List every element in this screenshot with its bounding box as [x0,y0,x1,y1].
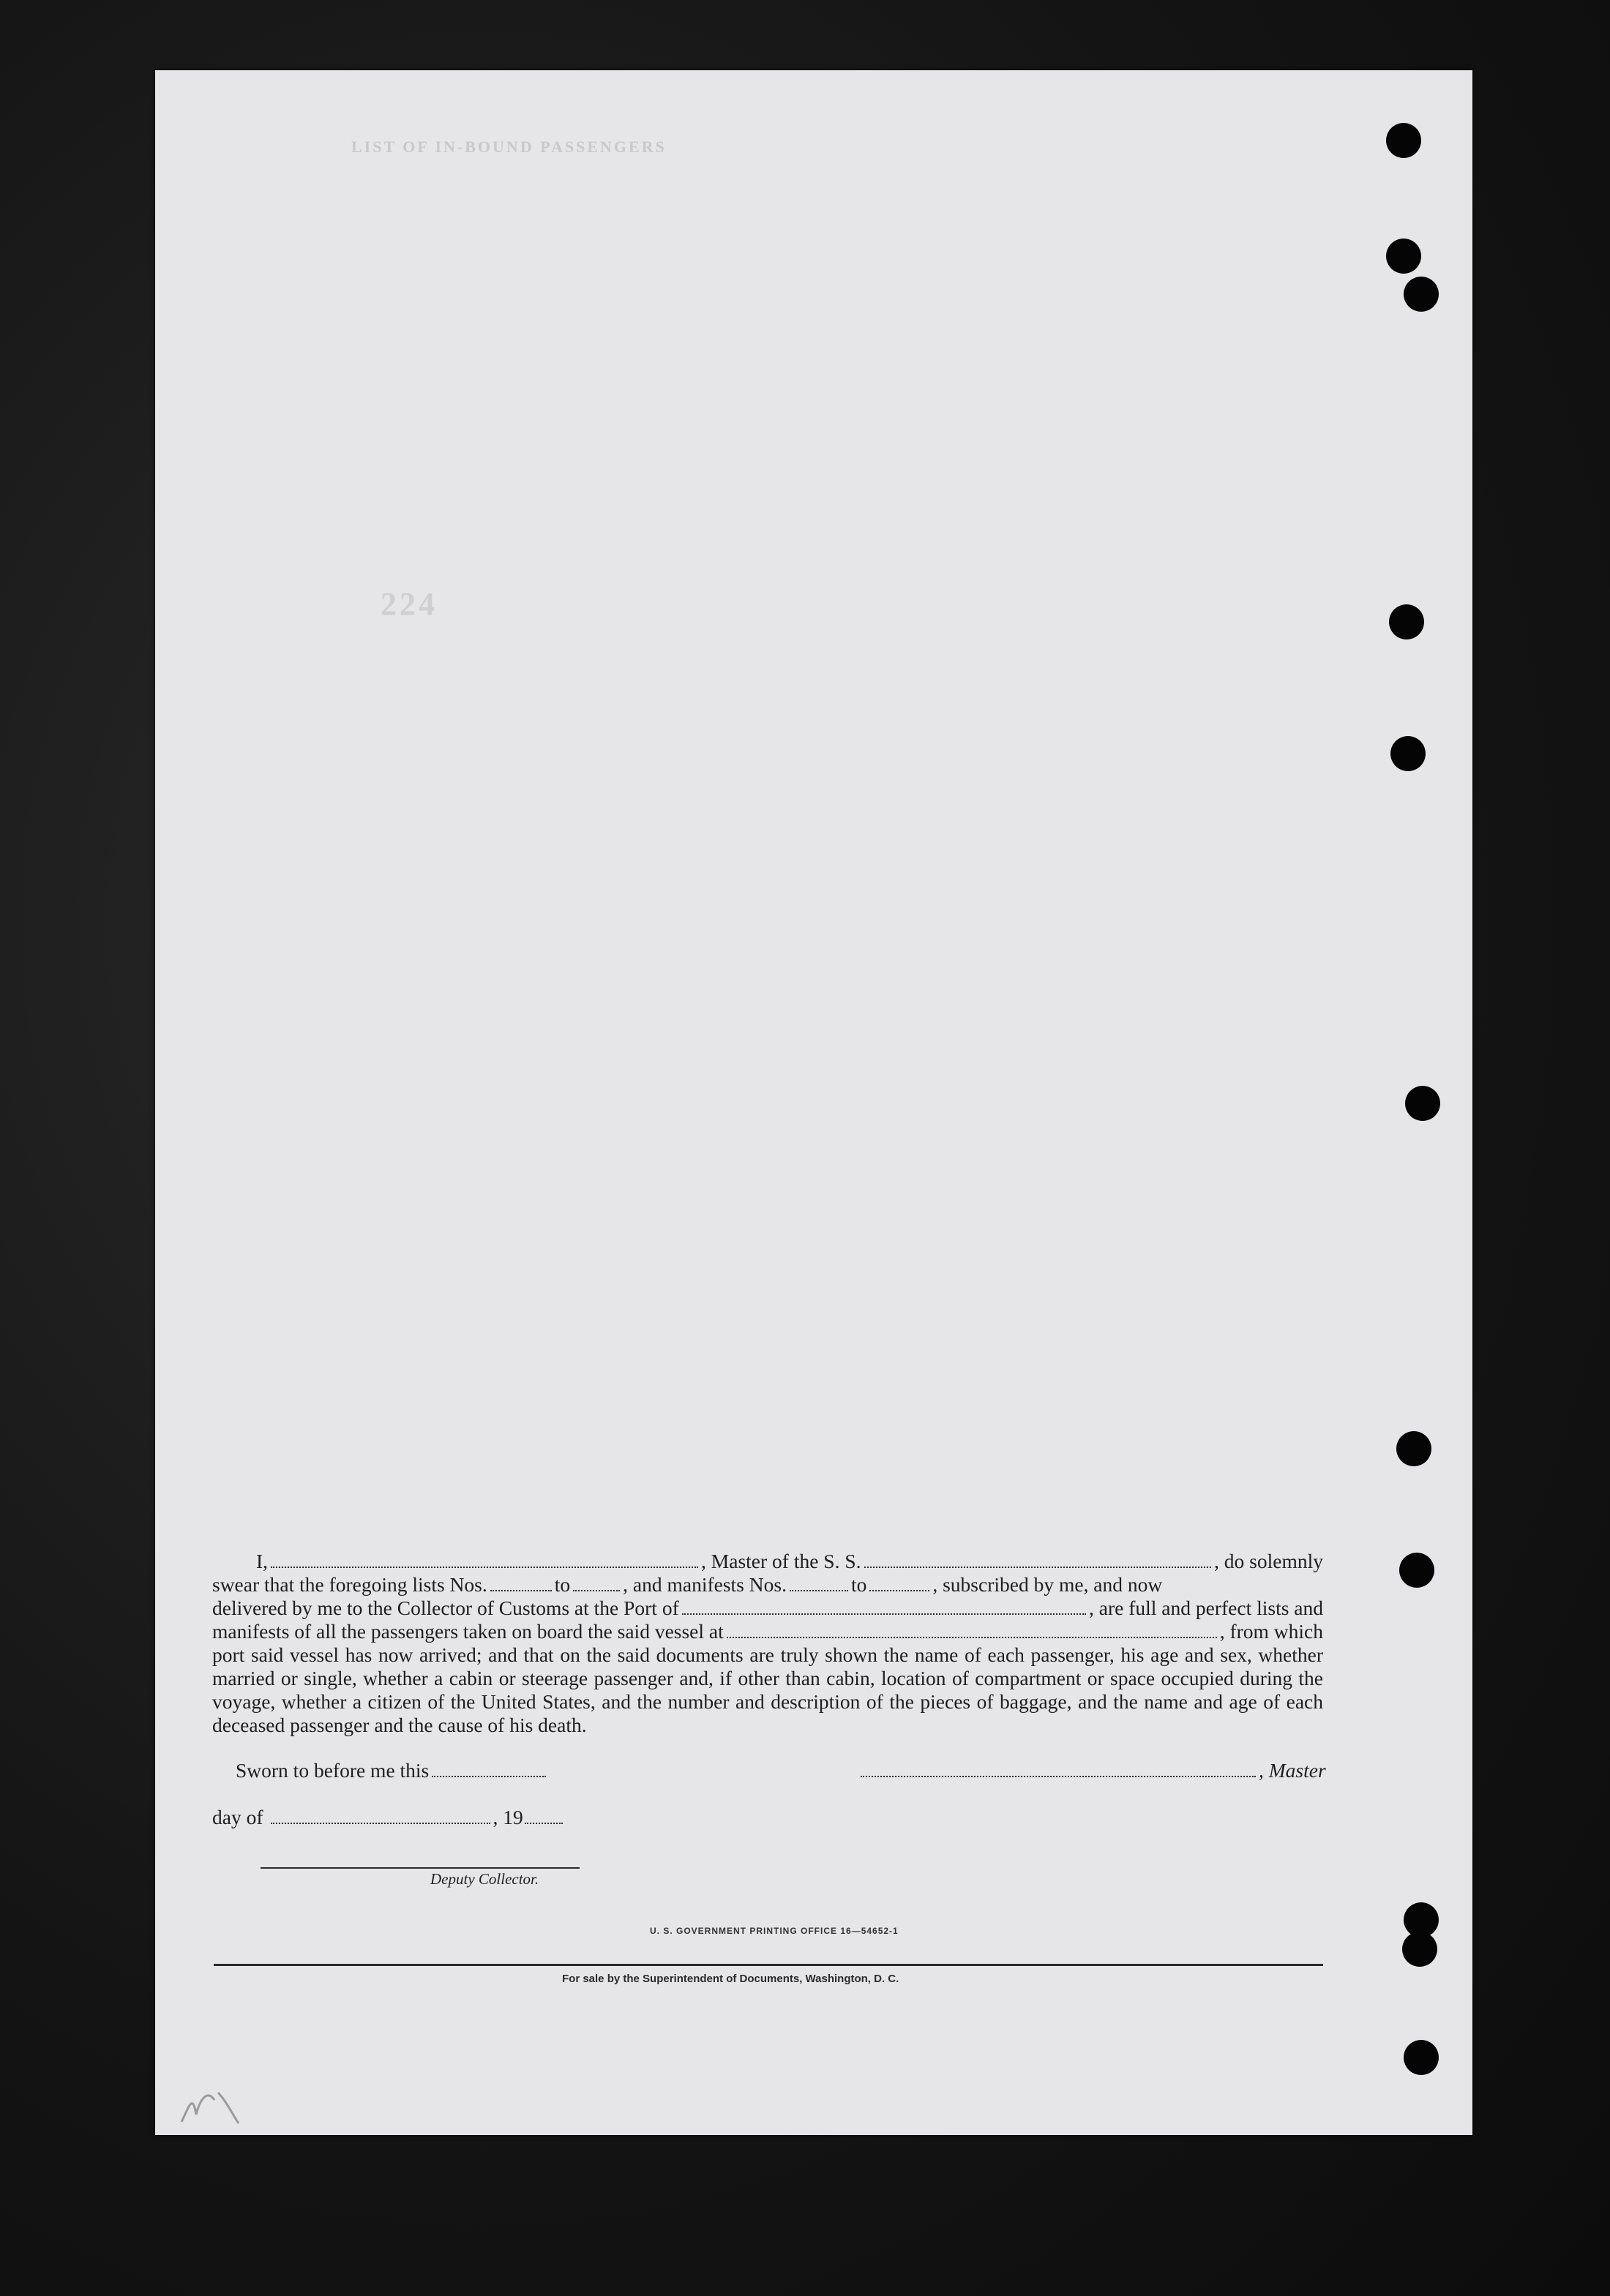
day-of-label: day of [212,1806,263,1828]
departure-port-blank [727,1622,1217,1638]
punch-hole [1386,123,1421,158]
oath-text: to [554,1573,571,1596]
punch-hole [1404,277,1439,312]
master-signature-row [858,1759,1326,1782]
oath-text: swear that the foregoing lists Nos. [212,1573,487,1596]
oath-text: delivered by me to the Collector of Customs at the Port of [212,1597,679,1619]
manifests-to-blank [869,1575,929,1591]
faint-header-text: LIST OF IN-BOUND PASSENGERS [351,138,667,156]
oath-line [212,1573,1323,1597]
oath-line [212,1597,1323,1620]
pencil-mark-icon [174,2078,247,2129]
lists-to-blank [573,1575,620,1591]
punch-hole [1390,736,1426,771]
for-sale-notice: For sale by the Superintendent of Documents, Washington, D. C. [562,1973,899,1985]
sworn-label: Sworn to before me this [236,1759,430,1782]
punch-hole [1402,1932,1437,1967]
sworn-row [236,1759,549,1782]
oath-text: , do solemnly [1214,1550,1323,1572]
faint-page-number: 224 [381,586,438,622]
master-name-blank [271,1552,698,1568]
day-blank [271,1808,490,1824]
lists-from-blank [490,1575,552,1591]
year-prefix: , 19 [493,1806,523,1828]
oath-body-text: port said vessel has now arrived; and that on the said documents are truly shown the name of each passenger, his age and sex, whether married or single, whether a cabin or steerage passenger and, if other than cabin, location of compartment or space occupied during the voyage, whether a citizen of the United States, and the number and description of the pieces of baggage, and the name and age of each deceased passenger and the cause of his death. [212,1643,1323,1736]
sworn-date-blank [432,1761,546,1777]
punch-hole [1399,1553,1434,1588]
port-blank [682,1599,1086,1615]
day-of-row [212,1806,566,1829]
oath-text: , from which [1219,1620,1323,1643]
oath-text: manifests of all the passengers taken on board the said vessel at [212,1620,724,1643]
oath-line [212,1620,1323,1643]
oath-text: , are full and perfect lists and [1089,1597,1323,1619]
deputy-collector-signature-line [261,1867,580,1869]
oath-text: , and manifests Nos. [623,1573,787,1596]
punch-hole [1396,1431,1431,1466]
punch-hole [1405,1086,1440,1121]
oath-text: I, [256,1550,269,1572]
vessel-name-blank [864,1552,1212,1568]
master-signature-blank [861,1761,1256,1777]
year-blank [525,1808,563,1824]
oath-line [212,1550,1323,1573]
manifests-from-blank [790,1575,848,1591]
master-label: , Master [1259,1759,1326,1782]
oath-text: , subscribed by me, and now [932,1573,1163,1596]
oath-text: to [850,1573,867,1596]
punch-hole [1404,2040,1439,2075]
footer-rule [214,1964,1323,1966]
punch-hole [1386,239,1421,274]
master-oath-paragraph [212,1550,1323,1737]
deputy-collector-label: Deputy Collector. [430,1870,539,1888]
printing-office-imprint: U. S. GOVERNMENT PRINTING OFFICE 16—54652-1 [650,1926,899,1936]
punch-hole [1389,604,1424,639]
oath-text: , Master of the S. S. [701,1550,861,1572]
